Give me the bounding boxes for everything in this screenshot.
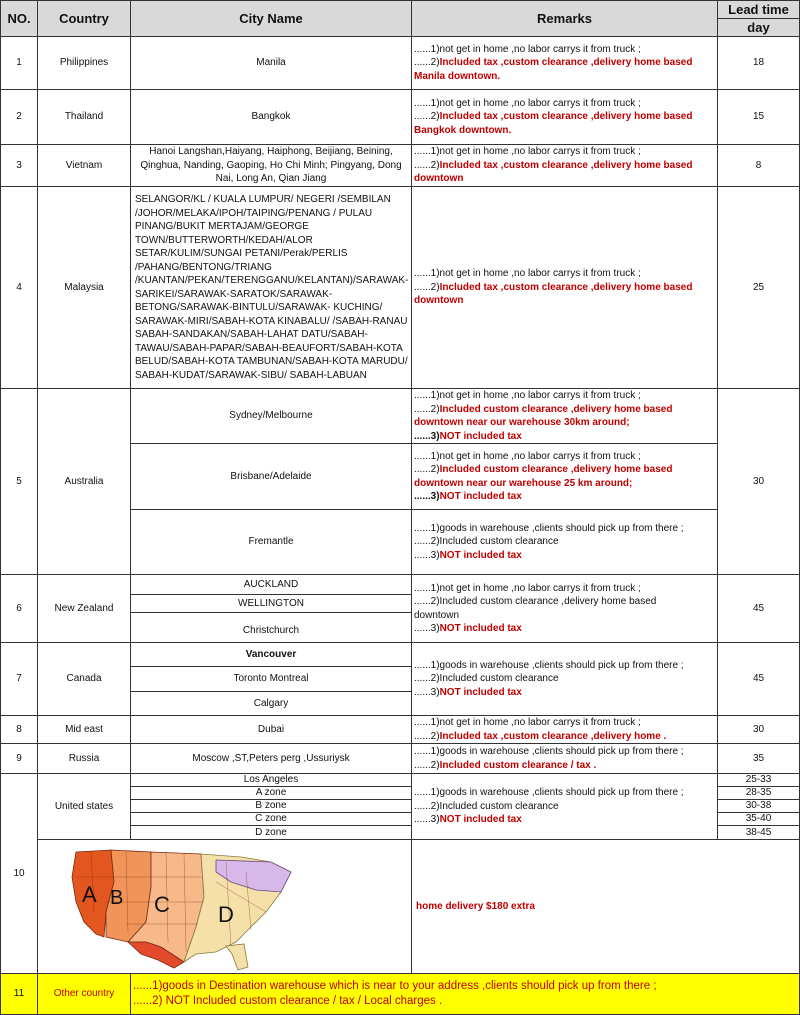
header-lead-time: [718, 0, 800, 37]
row5-lead: 30: [718, 389, 800, 575]
row2-no: 2: [0, 90, 38, 145]
row8-lead: 30: [718, 716, 800, 744]
row5-country: Australia: [38, 389, 131, 575]
row9-remarks: [412, 744, 718, 774]
remark-line: ......2)Included custom clearance: [414, 536, 559, 548]
zone-d-label: D: [218, 902, 234, 927]
row7-country: Canada: [38, 643, 131, 716]
row10-no: 10: [0, 774, 38, 974]
remark-line: ......2)Included custom clearance ,delivery home based: [414, 464, 673, 475]
remark-line: ......1)goods in warehouse ,clients should pick up from there ;: [414, 522, 684, 534]
row10-lead-4: 38-45: [718, 826, 800, 840]
row4-remarks: [412, 187, 718, 389]
remark-line: ......1)not get in home ,no labor carrys it from truck ;: [414, 146, 641, 158]
row1-lead: 18: [718, 37, 800, 90]
remark-line: ......3)NOT included tax: [414, 686, 522, 698]
row5c-city: Fremantle: [131, 510, 412, 575]
header-no: NO.: [0, 0, 38, 37]
zone-b-label: B: [110, 887, 124, 909]
row6-lead: 45: [718, 575, 800, 643]
row6-city1: AUCKLAND: [131, 575, 412, 595]
row11-no: 11: [0, 974, 38, 1015]
row7-city2: Toronto Montreal: [131, 667, 412, 692]
row10-city-2: B zone: [131, 800, 412, 813]
remark-line: ......1)goods in warehouse ,clients should pick up from there ;: [414, 787, 684, 799]
remark-line: ......1)goods in warehouse ,clients should pick up from there ;: [414, 746, 684, 757]
row5a-city: Sydney/Melbourne: [131, 389, 412, 444]
row7-remarks: [412, 643, 718, 716]
header-lead-line1: Lead time: [728, 2, 789, 17]
remark-line: ......1)not get in home ,no labor carrys it from truck ;: [414, 43, 641, 55]
row8-city: Dubai: [131, 716, 412, 744]
row6-remarks: [412, 575, 718, 643]
row10-lead-0: 25-33: [718, 774, 800, 787]
remark-line: ......1)goods in Destination warehouse which is near to your address ,clients should pick up from there ;: [133, 980, 657, 992]
row4-city: SELANGOR/KL / KUALA LUMPUR/ NEGERI /SEMBILAN /JOHOR/MELAKA/IPOH/TAIPING/PENANG / PULAU PINANG/BUKIT MERTAJAM/GEORGE TOWN/BUTTERWORTH/KEDAH/ALOR SETAR/KULIM/SUNGAI PETANI/Perak/PERLIS /PAHANG/BENTONG/TRIANG /KUANTAN/PEKAN/TERENGGANU/KELANTAN)/SARAWAK-SARIKEI/SARAWAK-SARATOK/SARAWAK-BETONG/SARAWAK-BINTULU/SARAWAK- KUCHING/ SARAWAK-MIRI/SABAH-KOTA KINABALU/ /SABAH-RANAU SABAH-SANDAKAN/SABAH-LAHAT DATU/SABAH-TAWAU/SABAH-PAPAR/SABAH-BEAUFORT/SABAH-KOTA BELUD/SABAH-KOTA TAMBUNAN/SABAH-KOTA MARUDU/ SABAH-KUDAT/SARAWAK-SIBU/ SABAH-LABUAN: [131, 187, 412, 389]
remark-line: ......2)Included custom clearance ,delivery home based: [414, 403, 673, 415]
remark-line: ......2)Included custom clearance: [414, 673, 559, 685]
row10-city-4: D zone: [131, 826, 412, 840]
row6-city2: WELLINGTON: [131, 595, 412, 613]
row5c-remarks: [412, 510, 718, 575]
remark-line: ......2)Included tax ,custom clearance ,delivery home based: [414, 57, 693, 69]
row3-lead: 8: [718, 145, 800, 187]
remark-line: downtown: [414, 173, 464, 185]
remark-line: ......2)Included custom clearance / tax .: [414, 759, 597, 771]
row8-no: 8: [0, 716, 38, 744]
row5a-remarks: [412, 389, 718, 444]
row4-lead: 25: [718, 187, 800, 389]
remark-line: downtown: [414, 295, 464, 307]
remark-line: ......1)not get in home ,no labor carrys it from truck ;: [414, 450, 641, 462]
row4-country: Malaysia: [38, 187, 131, 389]
row3-no: 3: [0, 145, 38, 187]
row11-country: Other country: [38, 974, 131, 1015]
remark-line: ......1)goods in warehouse ,clients should pick up from there ;: [414, 659, 684, 671]
row8-country: Mid east: [38, 716, 131, 744]
row10-lead-3: 35-40: [718, 813, 800, 826]
row5b-remarks: [412, 444, 718, 510]
header-country: Country: [38, 0, 131, 37]
row6-no: 6: [0, 575, 38, 643]
remark-line: downtown near our warehouse 25 km around;: [414, 477, 633, 489]
remark-line: ......3)NOT included tax: [414, 814, 522, 826]
remark-line: ......2)Included tax ,custom clearance ,delivery home .: [414, 730, 667, 742]
row10-city-1: A zone: [131, 787, 412, 800]
row10-city-3: C zone: [131, 813, 412, 826]
row10-lead-1: 28-35: [718, 787, 800, 800]
remark-line: ......2)Included tax ,custom clearance ,delivery home based: [414, 111, 693, 123]
row7-city1: Vancouver: [131, 643, 412, 667]
remark-line: ......2)Included custom clearance ,delivery home based: [414, 596, 657, 607]
row3-remarks: [412, 145, 718, 187]
row7-city3: Calgary: [131, 692, 412, 716]
remark-line: ......1)not get in home ,no labor carrys it from truck ;: [414, 390, 641, 401]
row1-remarks: [412, 37, 718, 90]
header-remarks: Remarks: [412, 0, 718, 37]
row9-lead: 35: [718, 744, 800, 774]
row2-country: Thailand: [38, 90, 131, 145]
row2-remarks: [412, 90, 718, 145]
florida-region: [226, 944, 248, 970]
remark-line: ......1)not get in home ,no labor carrys it from truck ;: [414, 97, 641, 109]
us-zone-map: [66, 842, 316, 972]
row8-remarks: [412, 716, 718, 744]
row11-remarks: [131, 974, 800, 1015]
remark-line: ......3)NOT included tax: [414, 491, 522, 502]
row4-no: 4: [0, 187, 38, 389]
row3-country: Vietnam: [38, 145, 131, 187]
remark-line: Bangkok downtown.: [414, 124, 512, 136]
row2-lead: 15: [718, 90, 800, 145]
row9-city: Moscow ,ST,Peters perg ,Ussuriysk: [131, 744, 412, 774]
remark-line: ......2)Included custom clearance: [414, 800, 559, 812]
remark-line: ......2) NOT Included custom clearance / tax / Local charges .: [133, 995, 443, 1007]
row1-country: Philippines: [38, 37, 131, 90]
row9-no: 9: [0, 744, 38, 774]
zone-c-label: C: [154, 892, 170, 917]
row6-country: New Zealand: [38, 575, 131, 643]
row10-city-0: Los Angeles: [131, 774, 412, 787]
remark-line: ......1)not get in home ,no labor carrys it from truck ;: [414, 582, 641, 594]
remark-line: ......2)Included tax ,custom clearance ,delivery home based: [414, 281, 693, 293]
remark-line: downtown near our warehouse 30km around;: [414, 417, 630, 428]
row6-city3: Christchurch: [131, 613, 412, 643]
row10-remarks: [412, 774, 718, 840]
remark-line: ......2)Included tax ,custom clearance ,delivery home based: [414, 159, 693, 171]
row7-lead: 45: [718, 643, 800, 716]
row5-no: 5: [0, 389, 38, 575]
remark-line: Manila downtown.: [414, 70, 501, 82]
remark-line: ......3)NOT included tax: [414, 549, 522, 561]
row10-country: United states: [38, 774, 131, 840]
row9-country: Russia: [38, 744, 131, 774]
row1-no: 1: [0, 37, 38, 90]
row10-lead-2: 30-38: [718, 800, 800, 813]
row10-map-remark: home delivery $180 extra: [412, 840, 800, 974]
row3-city: Hanoi Langshan,Haiyang, Haiphong, Beijiang, Beining, Qinghua, Nanding, Gaoping, Ho Chi Minh; Pingyang, Dong Nai, Long An, Qian Jiang: [131, 145, 412, 187]
row2-city: Bangkok: [131, 90, 412, 145]
remark-line: ......3)NOT included tax: [414, 623, 522, 634]
zone-a-label: A: [82, 882, 97, 907]
remark-line: downtown: [414, 609, 460, 621]
header-lead-line2: day: [718, 18, 799, 36]
header-city: City Name: [131, 0, 412, 37]
row1-city: Manila: [131, 37, 412, 90]
row5b-city: Brisbane/Adelaide: [131, 444, 412, 510]
remark-line: ......1)not get in home ,no labor carrys it from truck ;: [414, 268, 641, 280]
remark-line: ......3)NOT included tax: [414, 430, 522, 442]
row7-no: 7: [0, 643, 38, 716]
remark-line: ......1)not get in home ,no labor carrys it from truck ;: [414, 717, 641, 728]
